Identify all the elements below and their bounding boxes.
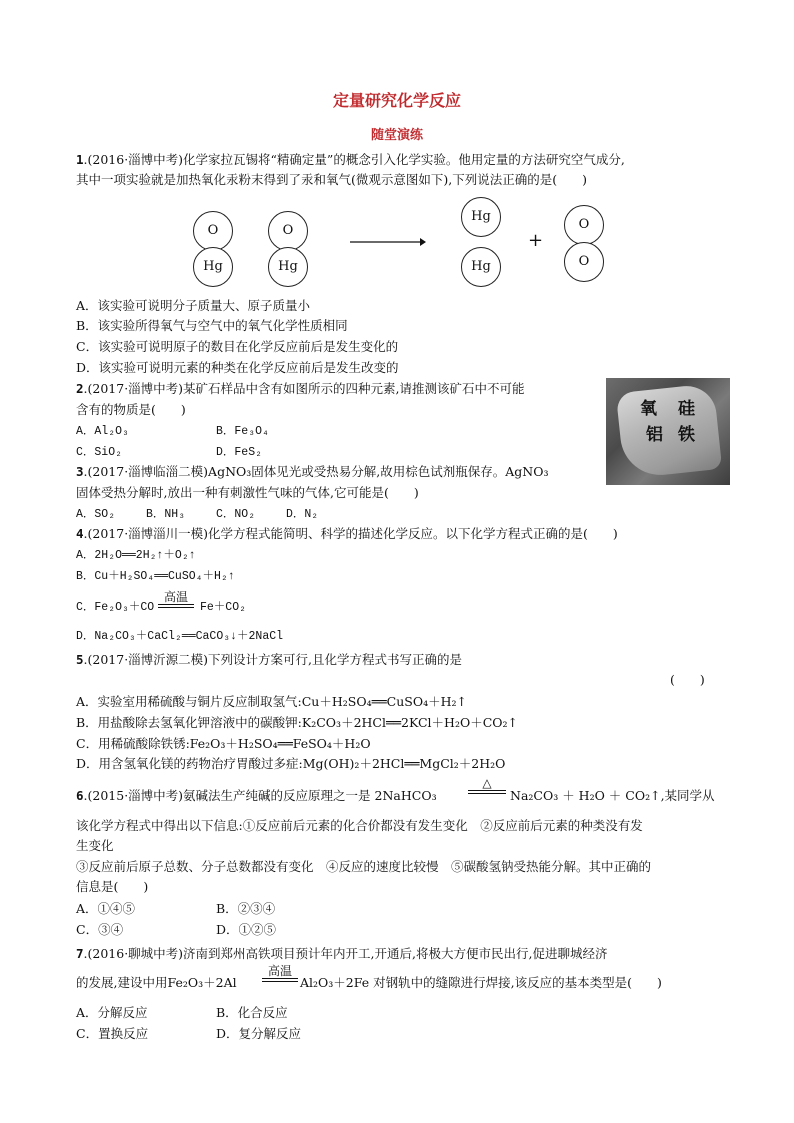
q6-line-1: 6.(2015·淄博中考)氨碱法生产纯碱的反应原理之一是 2NaHCO₃ xyxy=(76,788,437,803)
q5-answer-paren: ( ) xyxy=(670,672,705,687)
q7-condition: 高温 xyxy=(262,964,298,982)
q6-number: 6 xyxy=(76,788,84,803)
rock-element-label: 氧 xyxy=(640,399,657,419)
q7-line-1: 7.(2016·聊城中考)济南到郑州高铁项目预计年内开工,开通后,将极大方便市民出行,促进聊城经济 xyxy=(76,946,608,961)
q5-number: 5 xyxy=(76,652,84,667)
q4-option-b: B．Cu＋H₂SO₄══CuSO₄＋H₂↑ xyxy=(76,570,235,583)
q3-option-c: C．NO₂ xyxy=(216,508,256,521)
q6-option-c: C．③④ xyxy=(76,922,124,937)
q5-option-c: C．用稀硫酸除铁锈:Fe₂O₃＋H₂SO₄══FeSO₄＋H₂O xyxy=(76,736,371,751)
q5-line-1: 5.(2017·淄博沂源二模)下列设计方案可行,且化学方程式书写正确的是 xyxy=(76,652,463,667)
q1-line-1: 1.(2016·淄博中考)化学家拉瓦锡将“精确定量”的概念引入化学实验。他用定量的方法研究空气成分, xyxy=(76,152,625,167)
q7-line-2-right: Al₂O₃＋2Fe 对钢轨中的缝隙进行焊接,该反应的基本类型是( ) xyxy=(300,975,662,990)
q7-number: 7 xyxy=(76,946,84,961)
q5-option-a: A．实验室用稀硫酸与铜片反应制取氢气:Cu＋H₂SO₄══CuSO₄＋H₂↑ xyxy=(76,694,467,709)
q4-number: 4 xyxy=(76,526,84,541)
rock-element-label: 硅 xyxy=(678,399,695,419)
q1-option-a: A．该实验可说明分子质量大、原子质量小 xyxy=(76,298,311,313)
q6-line-1-products: Na₂CO₃ ＋ H₂O ＋ CO₂↑,某同学从 xyxy=(510,788,715,803)
q2-option-b: B．Fe₃O₄ xyxy=(216,425,269,438)
q2-option-d: D．FeS₂ xyxy=(216,446,263,459)
q4-option-d: D．Na₂CO₃＋CaCl₂══CaCO₃↓＋2NaCl xyxy=(76,630,284,643)
q3-option-a: A．SO₂ xyxy=(76,508,116,521)
q6-heat-condition: △ xyxy=(468,776,506,794)
q4-option-a: A．2H₂O══2H₂↑＋O₂↑ xyxy=(76,549,196,562)
q7-option-a: A．分解反应 xyxy=(76,1005,148,1020)
q4-option-c-reactants: C．Fe₂O₃＋CO xyxy=(76,601,155,614)
q4-line-1: 4.(2017·淄博淄川一模)化学方程式能简明、科学的描述化学反应。以下化学方程式正确的是( ) xyxy=(76,526,618,541)
oxygen-atom: O xyxy=(193,211,233,251)
mercury-atom: Hg xyxy=(461,247,501,287)
q1-line-2: 其中一项实验就是加热氧化汞粉末得到了汞和氧气(微观示意图如下),下列说法正确的是( ) xyxy=(76,172,587,187)
section-subtitle: 随堂演练 xyxy=(370,128,423,143)
q6-option-b: B．②③④ xyxy=(216,901,276,916)
q2-option-a: A．Al₂O₃ xyxy=(76,425,129,438)
q3-line-2: 固体受热分解时,放出一种有刺激性气味的气体,它可能是( ) xyxy=(76,485,419,500)
q6-line-4: ③反应前后原子总数、分子总数都没有变化 ④反应的速度比较慢 ⑤碳酸氢钠受热能分解。其中正确的 xyxy=(76,859,652,874)
q7-option-d: D．复分解反应 xyxy=(216,1026,302,1041)
q2-line-2: 含有的物质是( ) xyxy=(76,402,186,417)
rock-shape xyxy=(616,383,722,479)
q1-option-b: B．该实验所得氧气与空气中的氧气化学性质相同 xyxy=(76,318,348,333)
q7-line-2-left: 的发展,建设中用Fe₂O₃＋2Al xyxy=(76,975,237,990)
oxygen-atom: O xyxy=(564,205,604,245)
q6-line-5: 信息是( ) xyxy=(76,879,149,894)
oxygen-atom: O xyxy=(268,211,308,251)
mercury-atom: Hg xyxy=(268,247,308,287)
q4-option-c-condition: 高温 xyxy=(158,590,194,608)
mercury-atom: Hg xyxy=(193,247,233,287)
q1-option-d: D．该实验可说明元素的种类在化学反应前后是发生改变的 xyxy=(76,360,399,375)
q7-option-b: B．化合反应 xyxy=(216,1005,288,1020)
rock-element-label: 铁 xyxy=(678,425,695,445)
page-title: 定量研究化学反应 xyxy=(332,91,461,110)
q5-option-d: D．用含氢氧化镁的药物治疗胃酸过多症:Mg(OH)₂＋2HCl══MgCl₂＋2H₂O xyxy=(76,756,506,771)
reaction-arrow-icon xyxy=(350,236,426,248)
q6-line-3: 生变化 xyxy=(76,838,114,853)
rock-element-label: 铝 xyxy=(646,425,663,445)
q6-line-2: 该化学方程式中得出以下信息:①反应前后元素的化合价都没有发生变化 ②反应前后元素的种类没有发 xyxy=(76,818,643,833)
q3-option-d: D．N₂ xyxy=(286,508,319,521)
q3-line-1: 3.(2017·淄博临淄二模)AgNO₃固体见光或受热易分解,故用棕色试剂瓶保存。AgNO₃ xyxy=(76,464,549,479)
q7-option-c: C．置换反应 xyxy=(76,1026,149,1041)
q3-option-b: B．NH₃ xyxy=(146,508,186,521)
q6-option-d: D．①②⑤ xyxy=(216,922,277,937)
q2-number: 2 xyxy=(76,381,84,396)
q1-option-c: C．该实验可说明原子的数目在化学反应前后是发生变化的 xyxy=(76,339,399,354)
plus-sign: + xyxy=(528,230,544,251)
ore-sample-photo xyxy=(606,378,730,485)
q5-option-b: B．用盐酸除去氢氧化钾溶液中的碳酸钾:K₂CO₃＋2HCl══2KCl＋H₂O＋CO₂↑ xyxy=(76,715,519,730)
q2-option-c: C．SiO₂ xyxy=(76,446,123,459)
q6-option-a: A．①④⑤ xyxy=(76,901,136,916)
q4-option-c-products: Fe＋CO₂ xyxy=(200,601,247,614)
q1-number: 1 xyxy=(76,152,84,167)
mercury-atom: Hg xyxy=(461,197,501,237)
q3-number: 3 xyxy=(76,464,84,479)
oxygen-atom: O xyxy=(564,242,604,282)
q2-line-1: 2.(2017·淄博中考)某矿石样品中含有如图所示的四种元素,请推测该矿石中不可能 xyxy=(76,381,525,396)
